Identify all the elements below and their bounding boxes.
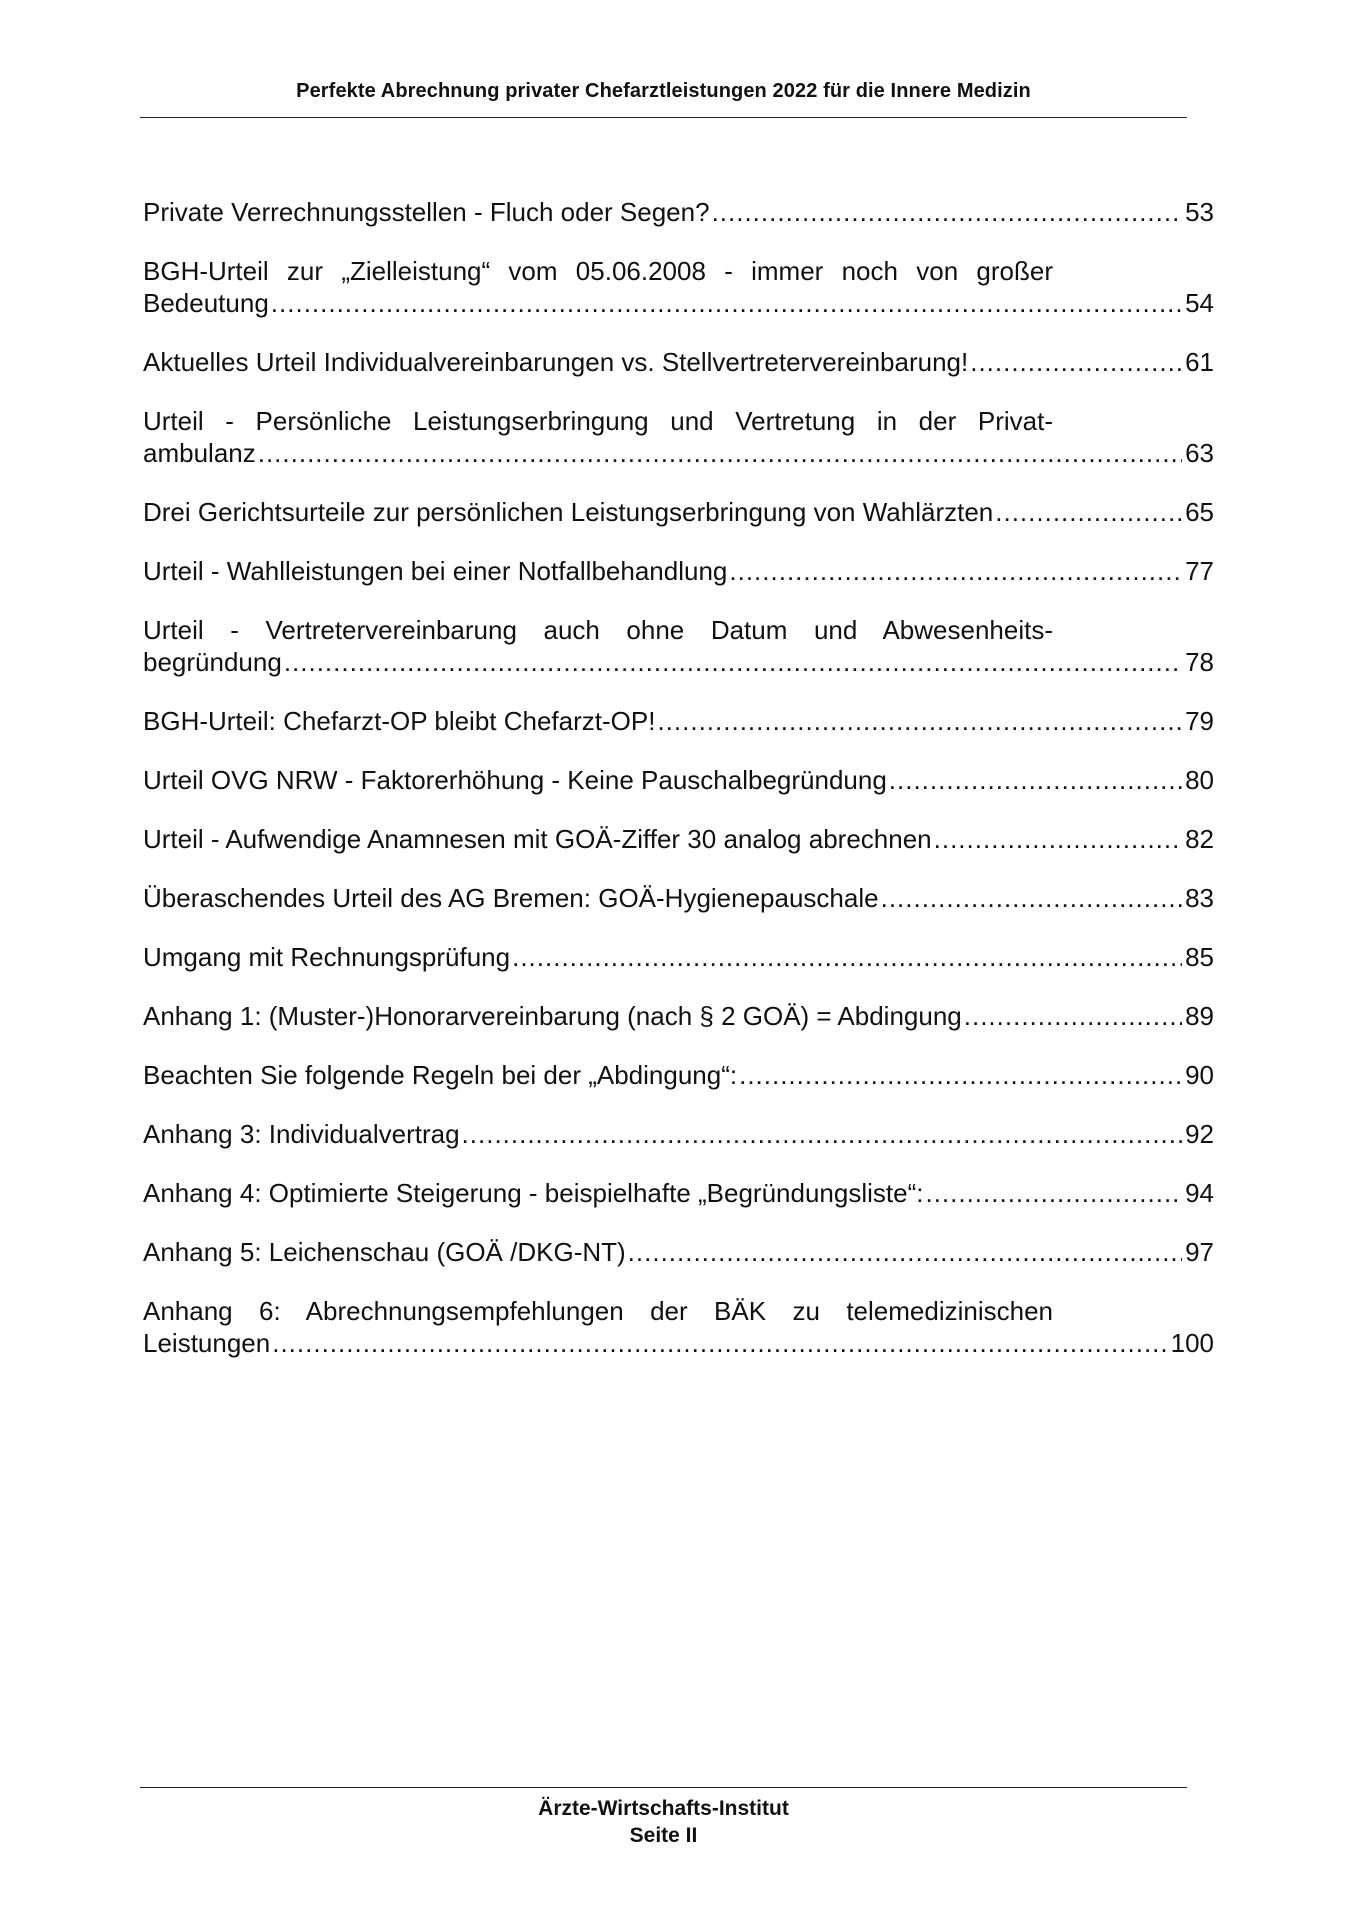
toc-entry-title-line: Urteil - Persönliche Leistungserbringung und Vertretung in der Privat- bbox=[143, 406, 1053, 436]
table-of-contents bbox=[143, 196, 1214, 1386]
dot-leader bbox=[934, 823, 1182, 855]
toc-page-number: 82 bbox=[1185, 824, 1214, 854]
dot-leader bbox=[881, 882, 1182, 914]
dot-leader bbox=[272, 1327, 1167, 1359]
toc-entry-title: Anhang 3: Individualvertrag bbox=[143, 1119, 460, 1149]
toc-entry-line bbox=[143, 555, 1214, 587]
toc-page-number: 78 bbox=[1185, 647, 1214, 677]
toc-entry[interactable] bbox=[143, 823, 1214, 855]
toc-entry-line bbox=[143, 1059, 1214, 1091]
toc-entry-line bbox=[143, 1000, 1214, 1032]
toc-page-number: 97 bbox=[1185, 1237, 1214, 1267]
toc-entry[interactable] bbox=[143, 1295, 1214, 1359]
dot-leader bbox=[657, 705, 1182, 737]
toc-entry[interactable] bbox=[143, 882, 1214, 914]
toc-page-number: 53 bbox=[1185, 197, 1214, 227]
toc-entry-line bbox=[143, 196, 1214, 228]
toc-entry-title-line: BGH-Urteil zur „Zielleistung“ vom 05.06.2008 - immer noch von großer bbox=[143, 256, 1053, 286]
footer-page-label: Seite II bbox=[629, 1824, 698, 1847]
toc-entry[interactable] bbox=[143, 1236, 1214, 1268]
toc-entry-title: Anhang 1: (Muster-)Honorarvereinbarung (nach § 2 GOÄ) = Abdingung bbox=[143, 1001, 962, 1031]
toc-entry[interactable] bbox=[143, 496, 1214, 528]
toc-entry-title: Urteil - Wahlleistungen bei einer Notfallbehandlung bbox=[143, 556, 728, 586]
dot-leader bbox=[964, 1000, 1182, 1032]
toc-entry-title: Umgang mit Rechnungsprüfung bbox=[143, 942, 511, 972]
toc-entry-line bbox=[143, 1118, 1214, 1150]
footer-institute: Ärzte-Wirtschafts-Institut bbox=[538, 1797, 789, 1820]
dot-leader bbox=[628, 1236, 1182, 1268]
toc-entry-line bbox=[143, 764, 1214, 796]
toc-entry[interactable] bbox=[143, 196, 1214, 228]
toc-entry-title-line: Urteil - Vertretervereinbarung auch ohne Datum und Abwesenheits- bbox=[143, 615, 1053, 645]
toc-page-number: 92 bbox=[1185, 1119, 1214, 1149]
toc-entry-line bbox=[143, 496, 1214, 528]
toc-page-number: 61 bbox=[1185, 347, 1214, 377]
toc-entry-title: Anhang 4: Optimierte Steigerung - beispielhafte „Begründungsliste“: bbox=[143, 1178, 924, 1208]
toc-entry[interactable] bbox=[143, 614, 1214, 678]
toc-entry-title: Anhang 5: Leichenschau (GOÄ /DKG-NT) bbox=[143, 1237, 626, 1267]
dot-leader bbox=[739, 1059, 1182, 1091]
toc-entry-title: Beachten Sie folgende Regeln bei der „Abdingung“: bbox=[143, 1060, 738, 1090]
toc-entry-line bbox=[143, 1236, 1214, 1268]
toc-entry[interactable] bbox=[143, 705, 1214, 737]
toc-entry[interactable] bbox=[143, 1059, 1214, 1091]
toc-entry[interactable] bbox=[143, 1000, 1214, 1032]
toc-entry[interactable] bbox=[143, 255, 1214, 319]
toc-entry[interactable] bbox=[143, 405, 1214, 469]
toc-entry[interactable] bbox=[143, 555, 1214, 587]
toc-entry-line bbox=[143, 823, 1214, 855]
toc-entry-title-cont: Bedeutung bbox=[143, 288, 269, 318]
header-rule bbox=[140, 117, 1187, 118]
toc-page-number: 83 bbox=[1185, 883, 1214, 913]
toc-entry[interactable] bbox=[143, 346, 1214, 378]
dot-leader bbox=[271, 287, 1182, 319]
toc-entry-title: Urteil - Aufwendige Anamnesen mit GOÄ-Ziffer 30 analog abrechnen bbox=[143, 824, 932, 854]
toc-entry-line bbox=[143, 1327, 1214, 1359]
toc-page-number: 85 bbox=[1185, 942, 1214, 972]
toc-entry[interactable] bbox=[143, 1118, 1214, 1150]
toc-page-number: 65 bbox=[1185, 497, 1214, 527]
toc-entry-title: Private Verrechnungsstellen - Fluch oder Segen? bbox=[143, 197, 710, 227]
toc-page-number: 77 bbox=[1185, 556, 1214, 586]
dot-leader bbox=[889, 764, 1182, 796]
dot-leader bbox=[258, 437, 1182, 469]
toc-entry-title: Überaschendes Urteil des AG Bremen: GOÄ-Hygienepauschale bbox=[143, 883, 879, 913]
toc-entry[interactable] bbox=[143, 764, 1214, 796]
toc-page-number: 100 bbox=[1170, 1328, 1214, 1358]
toc-entry-line bbox=[143, 646, 1214, 678]
toc-entry-title-cont: Leistungen bbox=[143, 1328, 271, 1358]
toc-entry-line bbox=[143, 437, 1214, 469]
toc-entry-title-cont: begründung bbox=[143, 647, 282, 677]
toc-entry-title-line: Anhang 6: Abrechnungsempfehlungen der BÄK zu telemedizinischen bbox=[143, 1296, 1053, 1326]
toc-entry-line bbox=[143, 346, 1214, 378]
toc-entry-line bbox=[143, 287, 1214, 319]
toc-entry-title: BGH-Urteil: Chefarzt-OP bleibt Chefarzt-OP! bbox=[143, 706, 656, 736]
toc-entry[interactable] bbox=[143, 941, 1214, 973]
toc-page-number: 90 bbox=[1185, 1060, 1214, 1090]
dot-leader bbox=[512, 941, 1182, 973]
dot-leader bbox=[970, 346, 1182, 378]
footer-rule bbox=[140, 1787, 1187, 1788]
toc-page-number: 89 bbox=[1185, 1001, 1214, 1031]
toc-entry-title-cont: ambulanz bbox=[143, 438, 256, 468]
toc-entry-title: Urteil OVG NRW - Faktorerhöhung - Keine Pauschalbegründung bbox=[143, 765, 887, 795]
toc-entry-line bbox=[143, 705, 1214, 737]
dot-leader bbox=[995, 496, 1182, 528]
dot-leader bbox=[925, 1177, 1182, 1209]
toc-entry-title: Aktuelles Urteil Individualvereinbarungen vs. Stellvertretervereinbarung! bbox=[143, 347, 969, 377]
dot-leader bbox=[729, 555, 1182, 587]
toc-page-number: 63 bbox=[1185, 438, 1214, 468]
dot-leader bbox=[284, 646, 1182, 678]
running-header: Perfekte Abrechnung privater Chefarztleistungen 2022 für die Innere Medizin bbox=[296, 80, 1031, 102]
toc-entry-line bbox=[143, 941, 1214, 973]
toc-page-number: 54 bbox=[1185, 288, 1214, 318]
toc-page-number: 79 bbox=[1185, 706, 1214, 736]
dot-leader bbox=[462, 1118, 1183, 1150]
toc-entry-line bbox=[143, 1177, 1214, 1209]
toc-page-number: 80 bbox=[1185, 765, 1214, 795]
dot-leader bbox=[712, 196, 1183, 228]
toc-entry-line bbox=[143, 882, 1214, 914]
toc-entry-title: Drei Gerichtsurteile zur persönlichen Leistungserbringung von Wahlärzten bbox=[143, 497, 994, 527]
toc-entry[interactable] bbox=[143, 1177, 1214, 1209]
toc-page-number: 94 bbox=[1185, 1178, 1214, 1208]
